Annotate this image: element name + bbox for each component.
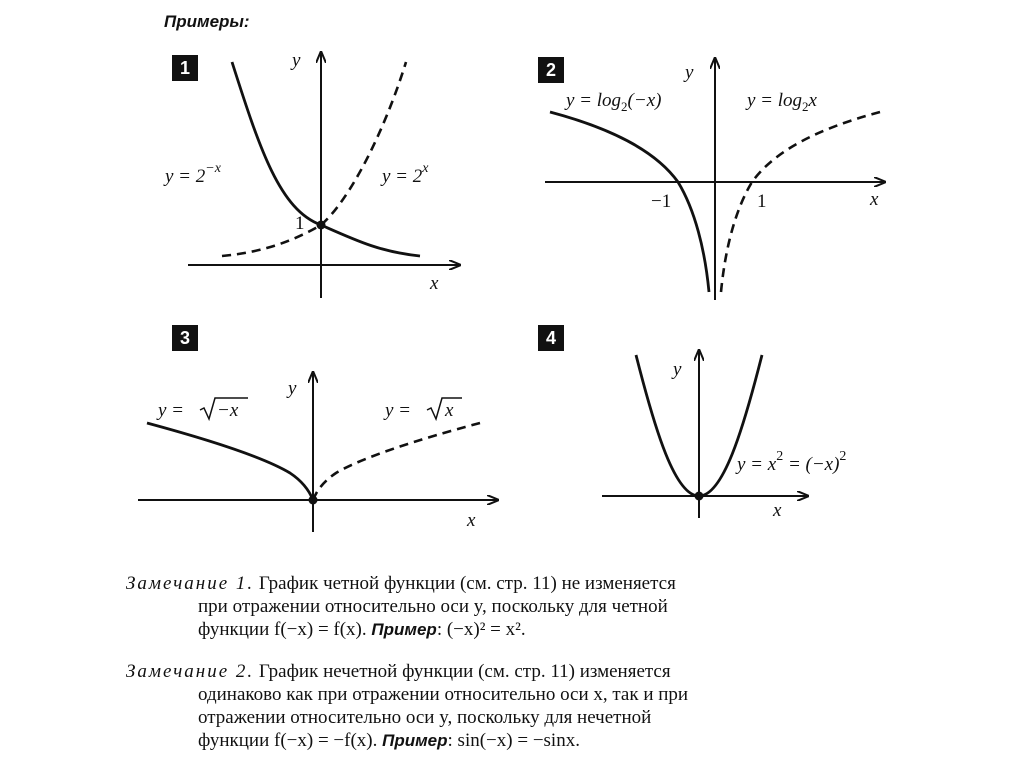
graph-3-y-label: y bbox=[288, 378, 297, 399]
page-heading: Примеры: bbox=[164, 12, 250, 31]
graph-2-right-formula: $y = \log_2x$ bbox=[747, 90, 817, 114]
graph-2-tick-neg-1: −1 bbox=[651, 191, 672, 212]
note-2-line-2: одинаково как при отражении относительно оси x, так и при bbox=[198, 684, 689, 705]
graph-4-badge: 4 bbox=[538, 325, 564, 351]
graph-3-right-formula-text: y = bbox=[385, 400, 412, 421]
note-2-example-label: Пример bbox=[382, 731, 448, 750]
graph-3-curve-sqrt-x bbox=[313, 423, 480, 500]
graph-1 bbox=[163, 50, 460, 298]
graph-1-badge: 1 bbox=[172, 55, 198, 81]
note-2-example-text: : sin(−x) = −sinx. bbox=[447, 730, 580, 751]
graph-3-left-radicand: −x bbox=[217, 400, 239, 421]
graph-2-curve-log-x bbox=[721, 112, 880, 292]
graph-1-y-label: y bbox=[292, 50, 301, 71]
note-1-line-1: Замечание 1. График четной функции (см. стр. 11) не изменяется bbox=[126, 573, 676, 594]
graph-3-left-formula-text: y = bbox=[158, 400, 185, 421]
graph-2 bbox=[545, 58, 885, 300]
graph-1-right-formula: $y = 2^x$ bbox=[382, 161, 429, 187]
graph-1-left-formula: $y = 2^{-x}$ bbox=[165, 161, 221, 187]
graph-3-point bbox=[309, 496, 318, 505]
graph-1-curve-2-pow-x bbox=[222, 62, 406, 256]
graph-4-point bbox=[695, 492, 704, 501]
graph-2-tick-1: 1 bbox=[757, 191, 767, 212]
graph-2-curve-log-neg-x bbox=[550, 112, 709, 292]
note-2-line-4: функции f(−x) = −f(x). Пример: sin(−x) = −sinx. bbox=[198, 730, 580, 751]
graph-3-badge: 3 bbox=[172, 325, 198, 351]
graph-1-point bbox=[317, 221, 326, 230]
note-1-example-text: : (−x)² = x². bbox=[436, 619, 526, 640]
graph-1-x-label: x bbox=[430, 273, 439, 294]
note-2-line-1: Замечание 2. График нечетной функции (см. стр. 11) изменяется bbox=[126, 661, 671, 682]
graph-4-y-label: y bbox=[673, 359, 682, 380]
note-2-title: Замечание 2. bbox=[126, 661, 255, 682]
note-1-line-2: при отражении относительно оси y, поскольку для четной bbox=[198, 596, 668, 617]
graph-1-point-label: 1 bbox=[295, 213, 305, 234]
graph-3-x-label: x bbox=[467, 510, 476, 531]
note-1-example-label: Пример bbox=[371, 620, 437, 639]
note-2 bbox=[126, 660, 906, 752]
graph-4-formula: $y = x^2 = (-x)^2$ bbox=[737, 449, 847, 475]
graph-4-x-label: x bbox=[773, 500, 782, 521]
graph-2-x-label: x bbox=[870, 189, 879, 210]
graph-2-y-label: y bbox=[685, 62, 694, 83]
graph-3-right-radicand: x bbox=[445, 400, 454, 421]
graph-1-curve-2-pow-neg-x bbox=[232, 62, 420, 256]
graph-2-left-formula: $y = \log_2(-x)$ bbox=[566, 90, 662, 114]
note-2-line-3: отражении относительно оси y, поскольку для нечетной bbox=[198, 707, 652, 728]
graph-3 bbox=[138, 372, 498, 532]
graph-3-curve-sqrt-neg-x bbox=[147, 423, 313, 500]
note-1 bbox=[126, 572, 906, 641]
note-1-line-3: функции f(−x) = f(x). Пример: (−x)² = x². bbox=[198, 619, 526, 640]
graph-2-badge: 2 bbox=[538, 57, 564, 83]
graph-4 bbox=[602, 350, 846, 521]
note-1-title: Замечание 1. bbox=[126, 573, 255, 594]
